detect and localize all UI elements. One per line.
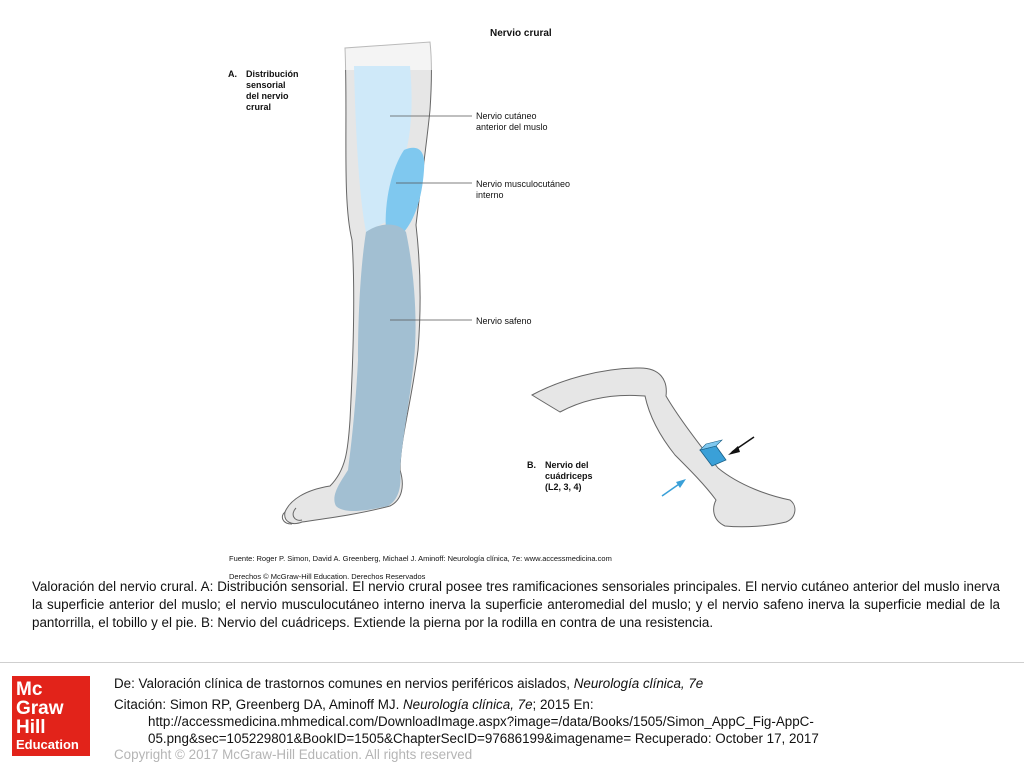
divider	[0, 662, 1024, 663]
label-cutaneous-anterior: Nervio cutáneo anterior del muslo	[476, 111, 548, 132]
citation-cita-prefix: Citación: Simon RP, Greenberg DA, Aminoff MJ.	[114, 697, 404, 712]
citation-from-prefix: De: Valoración clínica de trastornos comunes en nervios periféricos aislados,	[114, 676, 574, 691]
source-line-1: Fuente: Roger P. Simon, David A. Greenberg, Michael J. Aminoff: Neurología clínica, 7e: www.accessmedicina.com	[229, 554, 612, 563]
arrow-black-head	[728, 446, 740, 455]
source-line-2: Derechos © McGraw-Hill Education. Derechos Reservados	[229, 572, 426, 581]
citation-url-line-1[interactable]: http://accessmedicina.mhmedical.com/DownloadImage.aspx?image=/data/Books/1505/Simon_AppC_Fig-AppC-	[148, 714, 814, 729]
mcgraw-hill-logo	[12, 676, 90, 756]
citation-cita-suffix: ; 2015 En:	[532, 697, 594, 712]
citation-from	[114, 676, 703, 692]
arrow-blue-head	[676, 479, 686, 488]
panel-a-letter: A.	[228, 69, 237, 79]
label-saphenous: Nervio safeno	[476, 316, 532, 326]
copyright: Copyright © 2017 McGraw-Hill Education. All rights reserved	[114, 747, 473, 762]
panel-b-title: Nervio del cuádriceps (L2, 3, 4)	[545, 460, 593, 492]
logo-line-3: Hill	[16, 717, 46, 738]
figure-caption: Valoración del nervio crural. A: Distribución sensorial. El nervio crural posee tres ramificaciones sensoriales principales. El nervio cutáneo anterior del muslo inerva la superficie anterior del muslo; el nervio musculocutáneo interno inerva la superficie anteromedial del muslo; y el nervio safeno inerva la superficie medial de la pantorrilla, el tobillo y el pie. B: Nervio del cuádriceps. Extiende la pierna por la rodilla en contra de una resistencia.	[32, 579, 1000, 630]
leg-b-outline	[532, 368, 795, 527]
panel-a-title: Distribución sensorial del nervio crural	[246, 69, 299, 112]
leg-a-thigh-fade	[340, 20, 440, 70]
label-musculocutaneous: Nervio musculocutáneo interno	[476, 179, 571, 200]
citation-cita	[114, 697, 594, 713]
citation-url-line-2[interactable]: 05.png&sec=105229801&BookID=1505&ChapterSecID=97686199&imagename= Recuperado: October 17, 2017	[148, 731, 819, 746]
logo-line-1: Mc	[16, 679, 43, 700]
citation-cita-book: Neurología clínica, 7e	[403, 697, 533, 712]
figure-title: Nervio crural	[490, 28, 552, 39]
panel-b-letter: B.	[527, 460, 536, 470]
citation-from-book: Neurología clínica, 7e	[573, 676, 704, 691]
logo-line-4: Education	[16, 737, 79, 752]
logo-line-2: Graw	[16, 698, 64, 719]
